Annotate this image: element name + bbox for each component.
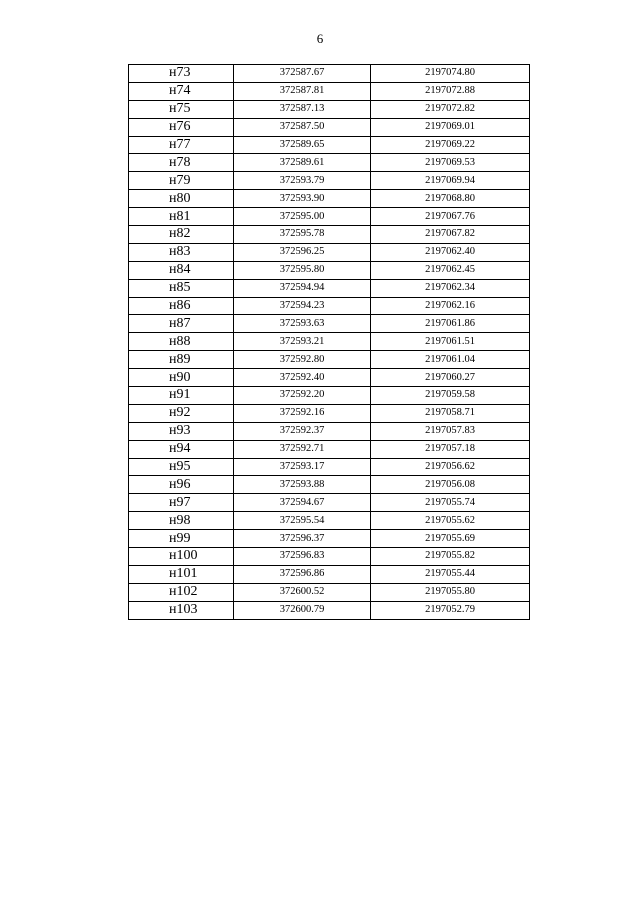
- x-coordinate-cell: 372595.00: [234, 208, 371, 226]
- x-coordinate-cell: 372592.20: [234, 387, 371, 405]
- table-row: [129, 65, 530, 83]
- y-coordinate-cell: 2197061.51: [371, 333, 530, 351]
- table-row: [129, 190, 530, 208]
- x-coordinate-cell: 372595.80: [234, 261, 371, 279]
- y-coordinate-cell: 2197052.79: [371, 601, 530, 619]
- y-coordinate-cell: 2197067.82: [371, 226, 530, 244]
- point-name-cell: н96: [129, 476, 234, 494]
- y-coordinate-cell: 2197062.16: [371, 297, 530, 315]
- point-name-cell: н102: [129, 583, 234, 601]
- y-coordinate-cell: 2197062.45: [371, 261, 530, 279]
- x-coordinate-cell: 372593.21: [234, 333, 371, 351]
- point-name-cell: н82: [129, 226, 234, 244]
- point-name-cell: н78: [129, 154, 234, 172]
- y-coordinate-cell: 2197058.71: [371, 404, 530, 422]
- x-coordinate-cell: 372592.40: [234, 369, 371, 387]
- x-coordinate-cell: 372596.83: [234, 548, 371, 566]
- point-name-cell: н92: [129, 404, 234, 422]
- table-row: [129, 601, 530, 619]
- y-coordinate-cell: 2197055.74: [371, 494, 530, 512]
- point-name-cell: н90: [129, 369, 234, 387]
- table-row: [129, 404, 530, 422]
- x-coordinate-cell: 372593.90: [234, 190, 371, 208]
- y-coordinate-cell: 2197057.18: [371, 440, 530, 458]
- point-name-cell: н88: [129, 333, 234, 351]
- y-coordinate-cell: 2197061.04: [371, 351, 530, 369]
- x-coordinate-cell: 372594.67: [234, 494, 371, 512]
- x-coordinate-cell: 372589.61: [234, 154, 371, 172]
- x-coordinate-cell: 372600.52: [234, 583, 371, 601]
- y-coordinate-cell: 2197055.80: [371, 583, 530, 601]
- x-coordinate-cell: 372592.71: [234, 440, 371, 458]
- point-name-cell: н73: [129, 65, 234, 83]
- x-coordinate-cell: 372592.80: [234, 351, 371, 369]
- y-coordinate-cell: 2197061.86: [371, 315, 530, 333]
- point-name-cell: н80: [129, 190, 234, 208]
- point-name-cell: н84: [129, 261, 234, 279]
- x-coordinate-cell: 372587.81: [234, 82, 371, 100]
- point-name-cell: н74: [129, 82, 234, 100]
- x-coordinate-cell: 372593.88: [234, 476, 371, 494]
- table-row: [129, 172, 530, 190]
- table-row: [129, 100, 530, 118]
- x-coordinate-cell: 372593.63: [234, 315, 371, 333]
- point-name-cell: н76: [129, 118, 234, 136]
- point-name-cell: н81: [129, 208, 234, 226]
- y-coordinate-cell: 2197055.44: [371, 565, 530, 583]
- y-coordinate-cell: 2197074.80: [371, 65, 530, 83]
- table-row: [129, 243, 530, 261]
- table-row: [129, 548, 530, 566]
- point-name-cell: н103: [129, 601, 234, 619]
- point-name-cell: н101: [129, 565, 234, 583]
- point-name-cell: н97: [129, 494, 234, 512]
- y-coordinate-cell: 2197069.53: [371, 154, 530, 172]
- x-coordinate-cell: 372595.54: [234, 512, 371, 530]
- y-coordinate-cell: 2197055.62: [371, 512, 530, 530]
- table-row: [129, 476, 530, 494]
- table-row: [129, 333, 530, 351]
- point-name-cell: н89: [129, 351, 234, 369]
- point-name-cell: н79: [129, 172, 234, 190]
- x-coordinate-cell: 372587.67: [234, 65, 371, 83]
- y-coordinate-cell: 2197069.01: [371, 118, 530, 136]
- table-row: [129, 494, 530, 512]
- y-coordinate-cell: 2197072.82: [371, 100, 530, 118]
- x-coordinate-cell: 372587.50: [234, 118, 371, 136]
- table-row: [129, 440, 530, 458]
- table-row: [129, 512, 530, 530]
- x-coordinate-cell: 372592.16: [234, 404, 371, 422]
- table-row: [129, 208, 530, 226]
- x-coordinate-cell: 372595.78: [234, 226, 371, 244]
- table-row: [129, 315, 530, 333]
- point-name-cell: н87: [129, 315, 234, 333]
- x-coordinate-cell: 372589.65: [234, 136, 371, 154]
- x-coordinate-cell: 372592.37: [234, 422, 371, 440]
- point-name-cell: н77: [129, 136, 234, 154]
- table-row: [129, 530, 530, 548]
- x-coordinate-cell: 372596.25: [234, 243, 371, 261]
- point-name-cell: н95: [129, 458, 234, 476]
- y-coordinate-cell: 2197072.88: [371, 82, 530, 100]
- y-coordinate-cell: 2197055.69: [371, 530, 530, 548]
- table-row: [129, 261, 530, 279]
- y-coordinate-cell: 2197056.62: [371, 458, 530, 476]
- table-row: [129, 351, 530, 369]
- point-name-cell: н86: [129, 297, 234, 315]
- point-name-cell: н99: [129, 530, 234, 548]
- y-coordinate-cell: 2197055.82: [371, 548, 530, 566]
- table-row: [129, 297, 530, 315]
- coordinates-table-body: [129, 65, 530, 620]
- y-coordinate-cell: 2197062.40: [371, 243, 530, 261]
- x-coordinate-cell: 372594.94: [234, 279, 371, 297]
- point-name-cell: н83: [129, 243, 234, 261]
- y-coordinate-cell: 2197069.94: [371, 172, 530, 190]
- x-coordinate-cell: 372594.23: [234, 297, 371, 315]
- point-name-cell: н98: [129, 512, 234, 530]
- table-row: [129, 279, 530, 297]
- point-name-cell: н93: [129, 422, 234, 440]
- table-row: [129, 226, 530, 244]
- point-name-cell: н94: [129, 440, 234, 458]
- y-coordinate-cell: 2197059.58: [371, 387, 530, 405]
- x-coordinate-cell: 372587.13: [234, 100, 371, 118]
- table-row: [129, 136, 530, 154]
- y-coordinate-cell: 2197060.27: [371, 369, 530, 387]
- page-number: 6: [316, 31, 324, 46]
- point-name-cell: н75: [129, 100, 234, 118]
- coordinates-table: [128, 64, 530, 620]
- point-name-cell: н85: [129, 279, 234, 297]
- table-row: [129, 369, 530, 387]
- table-row: [129, 82, 530, 100]
- x-coordinate-cell: 372593.79: [234, 172, 371, 190]
- x-coordinate-cell: 372596.37: [234, 530, 371, 548]
- table-row: [129, 458, 530, 476]
- table-row: [129, 583, 530, 601]
- y-coordinate-cell: 2197062.34: [371, 279, 530, 297]
- y-coordinate-cell: 2197067.76: [371, 208, 530, 226]
- table-row: [129, 118, 530, 136]
- x-coordinate-cell: 372596.86: [234, 565, 371, 583]
- y-coordinate-cell: 2197068.80: [371, 190, 530, 208]
- y-coordinate-cell: 2197057.83: [371, 422, 530, 440]
- table-row: [129, 387, 530, 405]
- y-coordinate-cell: 2197069.22: [371, 136, 530, 154]
- x-coordinate-cell: 372593.17: [234, 458, 371, 476]
- y-coordinate-cell: 2197056.08: [371, 476, 530, 494]
- table-row: [129, 565, 530, 583]
- table-row: [129, 422, 530, 440]
- point-name-cell: н100: [129, 548, 234, 566]
- x-coordinate-cell: 372600.79: [234, 601, 371, 619]
- point-name-cell: н91: [129, 387, 234, 405]
- table-row: [129, 154, 530, 172]
